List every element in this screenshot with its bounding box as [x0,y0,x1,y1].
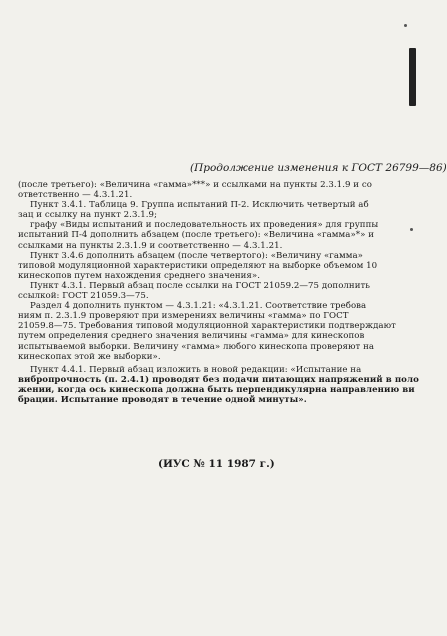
text-line: брации. Испытание проводят в течение одной минуты». [18,394,307,405]
text-line: 21059.8—75. Требования типовой модуляционной характеристики подтверждают [18,321,396,332]
amendment-text [18,180,438,405]
text-line: испытываемой выборки. Величину «гамма» любого кинескопа проверяют на [18,341,375,352]
scan-speck [404,24,407,27]
text-line: Раздел 4 дополнить пунктом — 4.3.1.21: «4.3.1.21. Соответствие требова [30,301,367,312]
text-line: ссылками на пункты 2.3.1.9 и соответственно — 4.3.1.21. [18,240,283,251]
text-line: Пункт 4.4.1. Первый абзац изложить в новой редакции: «Испытание на [30,364,362,375]
text-line: графу «Виды испытаний и последовательность их проведения» для группы [30,220,379,231]
text-line: ниям п. 2.3.1.9 проверяют при измерениях величины «гамма» по ГОСТ [18,311,349,322]
text-line: Пункт 3.4.1. Таблица 9. Группа испытаний П-2. Исключить четвертый аб [30,200,369,211]
text-line: Пункт 4.3.1. Первый абзац после ссылки на ГОСТ 21059.2—75 дополнить [30,280,371,291]
text-line: ответственно — 4.3.1.21. [18,190,133,201]
text-line: зац и ссылку на пункт 2.3.1.9; [18,210,158,221]
text-line: путем определения среднего значения величины «гамма» для кинескопов [18,331,365,342]
text-line: кинескопах этой же выборки». [18,351,161,362]
text-line: испытаний П-4 дополнить абзацем (после третьего): «Величина «гамма»*» и [18,230,374,241]
text-line: кинескопов путем нахождения среднего значения». [18,270,260,281]
text-line: жении, когда ось кинескопа должна быть перпендикулярна направлению ви [18,384,415,395]
text-line: Пункт 3.4.6 дополнить абзацем (после четвертого): «Величину «гамма» [30,250,363,261]
continuation-header: (Продолжение изменения к ГОСТ 26799—86) [190,162,447,174]
text-line: (после третьего): «Величина «гамма»***» и ссылками на пункты 2.3.1.9 и со [18,180,372,190]
text-line: ссылкой: ГОСТ 21059.3—75. [18,291,149,302]
text-line: вибропрочность (п. 2.4.1) проводят без подачи питающих напряжений в поло [18,374,419,385]
page-edge-mark [409,48,416,106]
ius-reference: (ИУС № 11 1987 г.) [158,458,275,470]
text-line: типовой модуляционной характеристики определяют на выборке объемом 10 [18,260,378,271]
